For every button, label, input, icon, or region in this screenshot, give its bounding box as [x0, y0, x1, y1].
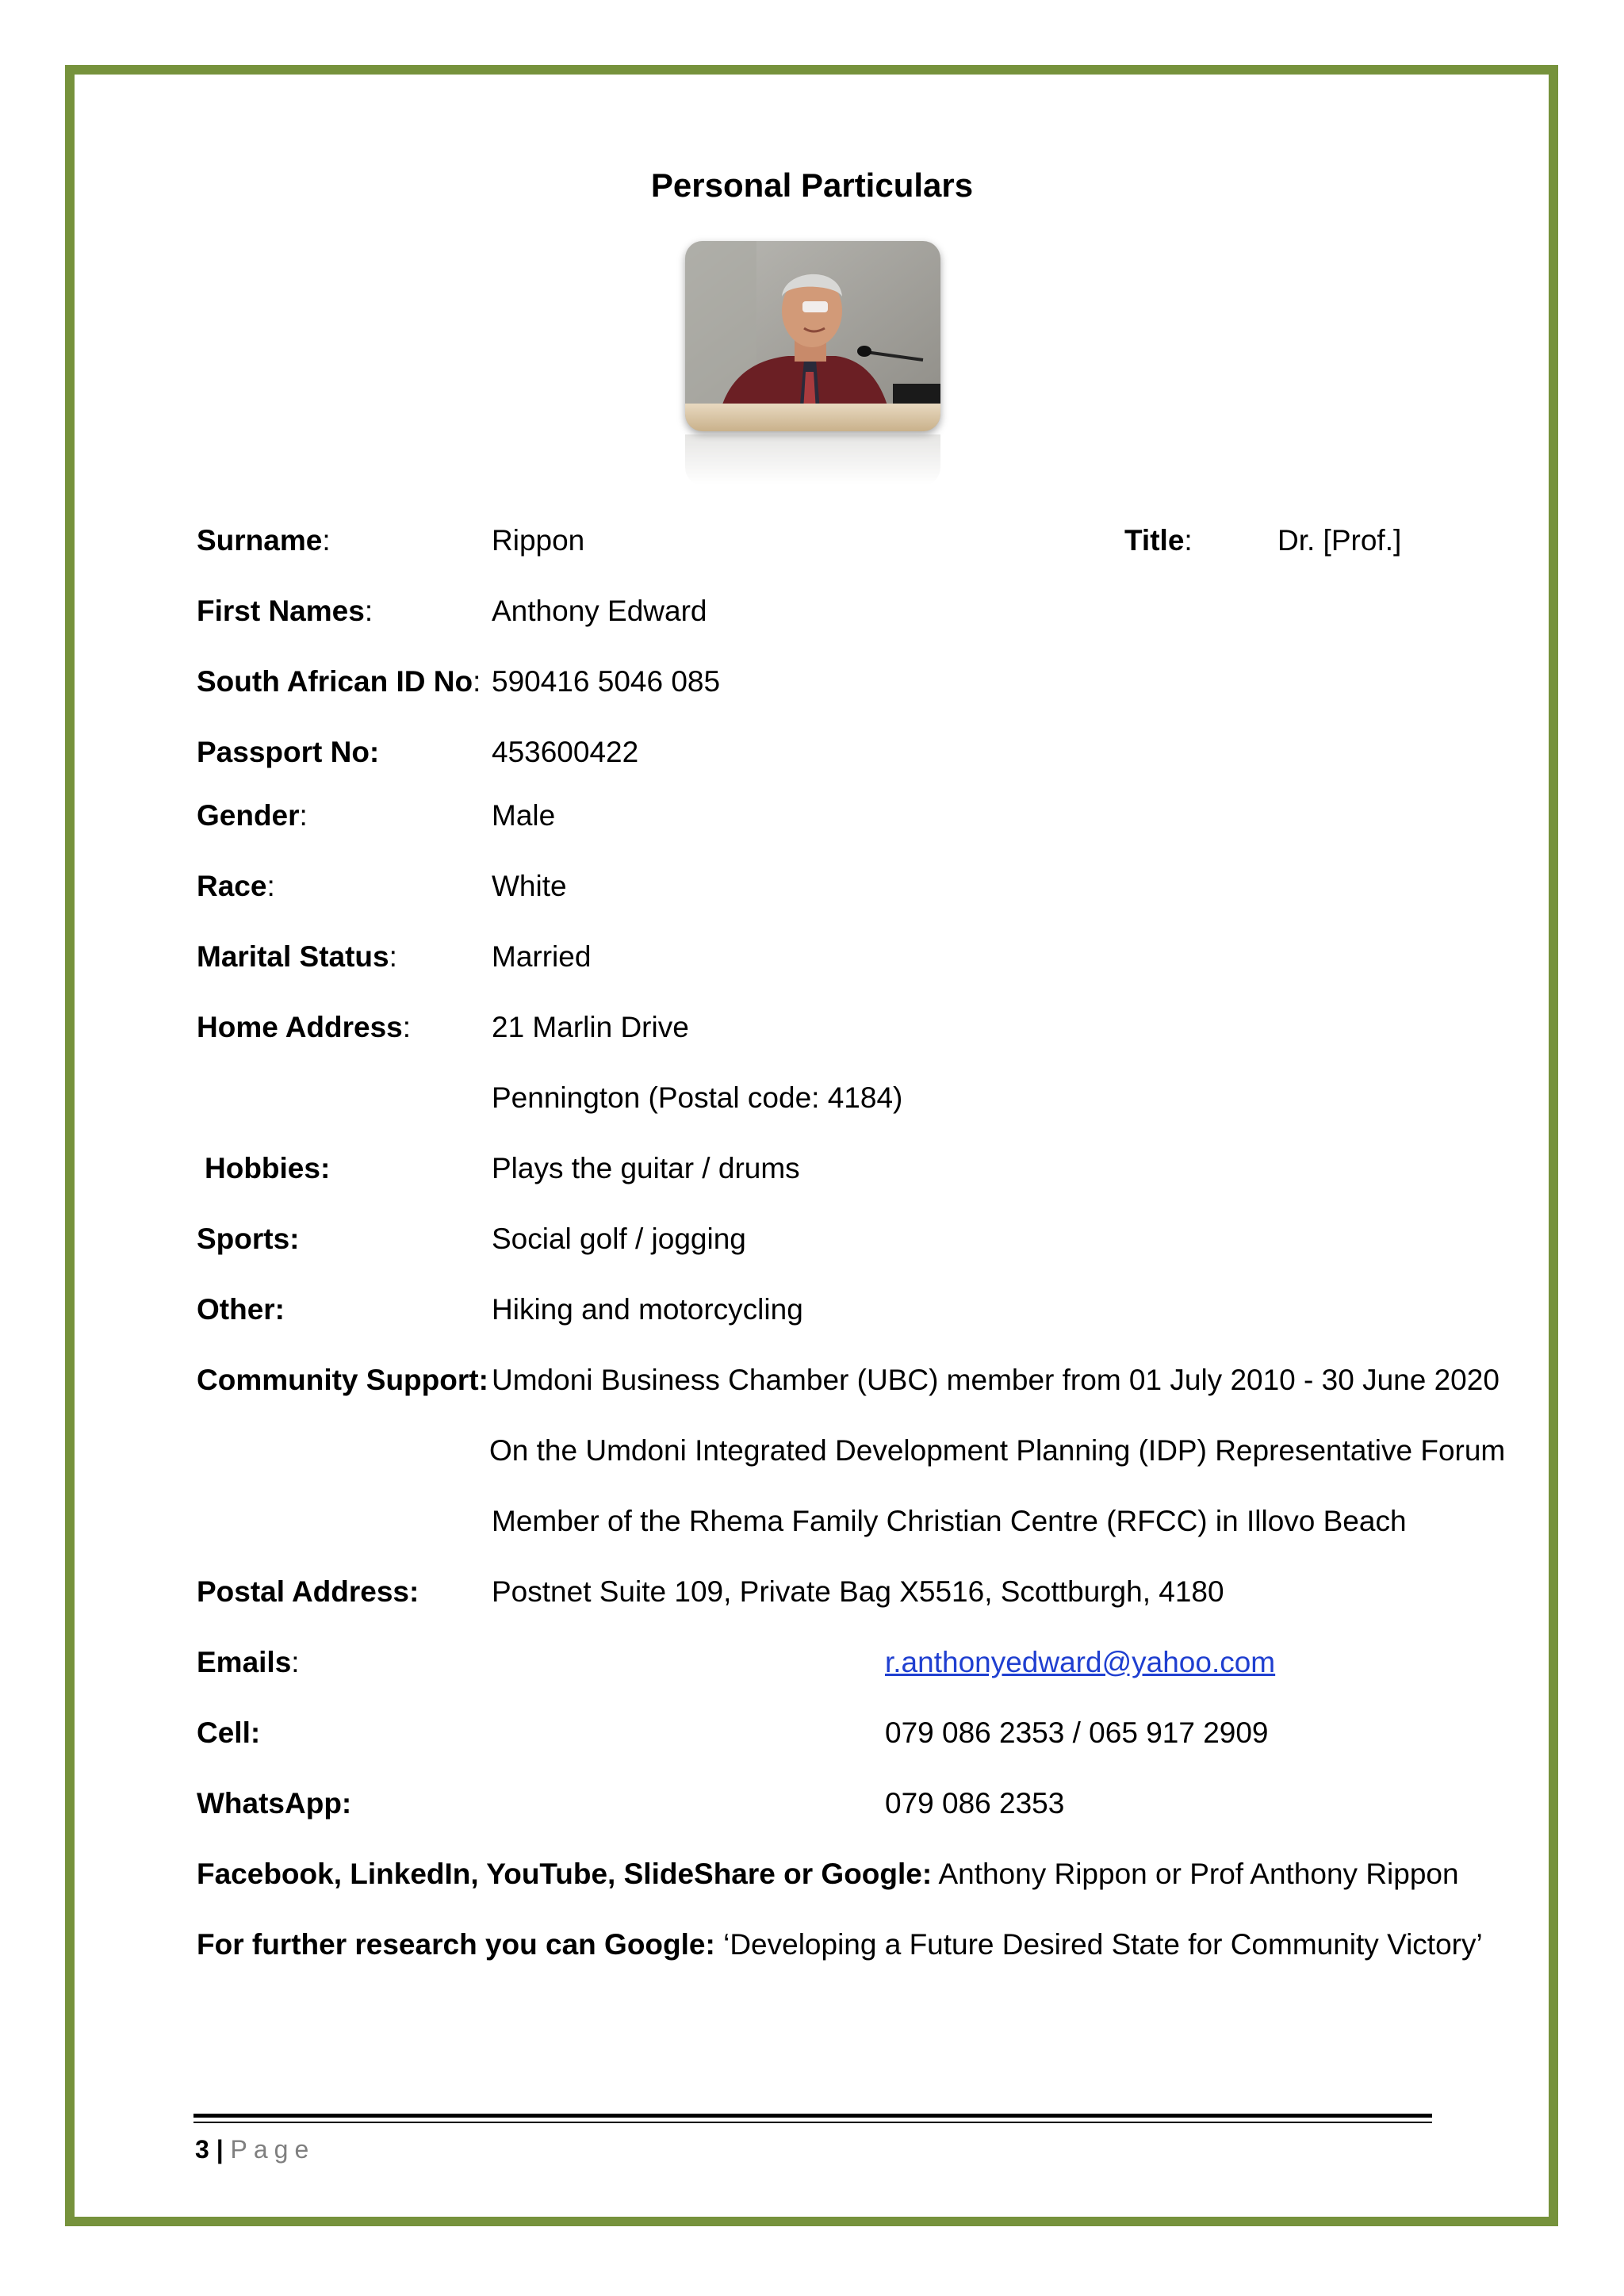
postal-address-label: Postal Address: [197, 1575, 419, 1608]
footer-rule [193, 2114, 1432, 2118]
whatsapp-label: WhatsApp: [197, 1787, 352, 1820]
community-support-line: Member of the Rhema Family Christian Centre (RFCC) in Illovo Beach [492, 1505, 1407, 1537]
portrait-photo-icon [685, 241, 940, 431]
passport-value: 453600422 [492, 736, 639, 768]
social-media-value: Anthony Rippon or Prof Anthony Rippon [938, 1858, 1459, 1890]
cell-label: Cell: [197, 1716, 261, 1749]
community-support-line: On the Umdoni Integrated Development Planning (IDP) Representative Forum [489, 1434, 1506, 1467]
marital-status-value: Married [492, 940, 592, 973]
race-label: Race: [197, 870, 275, 902]
surname-label: Surname: [197, 524, 331, 557]
footer-rule-thin [193, 2122, 1432, 2123]
social-media-label: Facebook, LinkedIn, YouTube, SlideShare or Google: [197, 1858, 933, 1890]
home-address-line1: 21 Marlin Drive [492, 1011, 689, 1043]
hobbies-value: Plays the guitar / drums [492, 1152, 800, 1184]
page-footer [195, 2133, 315, 2166]
portrait-photo [685, 241, 940, 431]
marital-status-label: Marital Status: [197, 940, 397, 973]
community-support-label: Community Support: [197, 1364, 488, 1396]
emails-label: Emails: [197, 1646, 300, 1678]
surname-value: Rippon [492, 524, 585, 557]
first-names-value: Anthony Edward [492, 595, 707, 627]
whatsapp-value: 079 086 2353 [885, 1787, 1065, 1820]
footer-separator: | [216, 2135, 224, 2164]
other-value: Hiking and motorcycling [492, 1293, 803, 1326]
hobbies-label: Hobbies: [205, 1152, 331, 1184]
home-address-line2: Pennington (Postal code: 4184) [492, 1081, 903, 1114]
postal-address-value: Postnet Suite 109, Private Bag X5516, Scottburgh, 4180 [492, 1575, 1224, 1608]
first-names-label: First Names: [197, 595, 373, 627]
social-media-row [197, 1855, 1459, 1893]
title-value: Dr. [Prof.] [1277, 524, 1402, 557]
page-title: Personal Particulars [650, 166, 974, 204]
page-number: 3 [195, 2135, 209, 2164]
home-address-label: Home Address: [197, 1011, 412, 1043]
research-label: For further research you can Google: [197, 1928, 715, 1961]
race-value: White [492, 870, 567, 902]
sports-value: Social golf / jogging [492, 1223, 746, 1255]
email-link[interactable]: r.anthonyedward@yahoo.com [885, 1646, 1276, 1678]
research-row [197, 1926, 1483, 1964]
community-support-line: Umdoni Business Chamber (UBC) member from 01 July 2010 - 30 June 2020 [492, 1364, 1500, 1396]
passport-label: Passport No: [197, 736, 380, 768]
page-word: Page [230, 2135, 316, 2164]
research-value: ‘Developing a Future Desired State for Community Victory’ [723, 1928, 1483, 1961]
cell-value: 079 086 2353 / 065 917 2909 [885, 1716, 1269, 1749]
portrait-reflection [685, 434, 940, 485]
id-number-label: South African ID No: [197, 665, 481, 698]
id-number-value: 590416 5046 085 [492, 665, 721, 698]
sports-label: Sports: [197, 1223, 300, 1255]
gender-value: Male [492, 799, 556, 832]
reflection-icon [685, 434, 940, 485]
gender-label: Gender: [197, 799, 308, 832]
other-label: Other: [197, 1293, 285, 1326]
title-label: Title: [1124, 524, 1193, 557]
